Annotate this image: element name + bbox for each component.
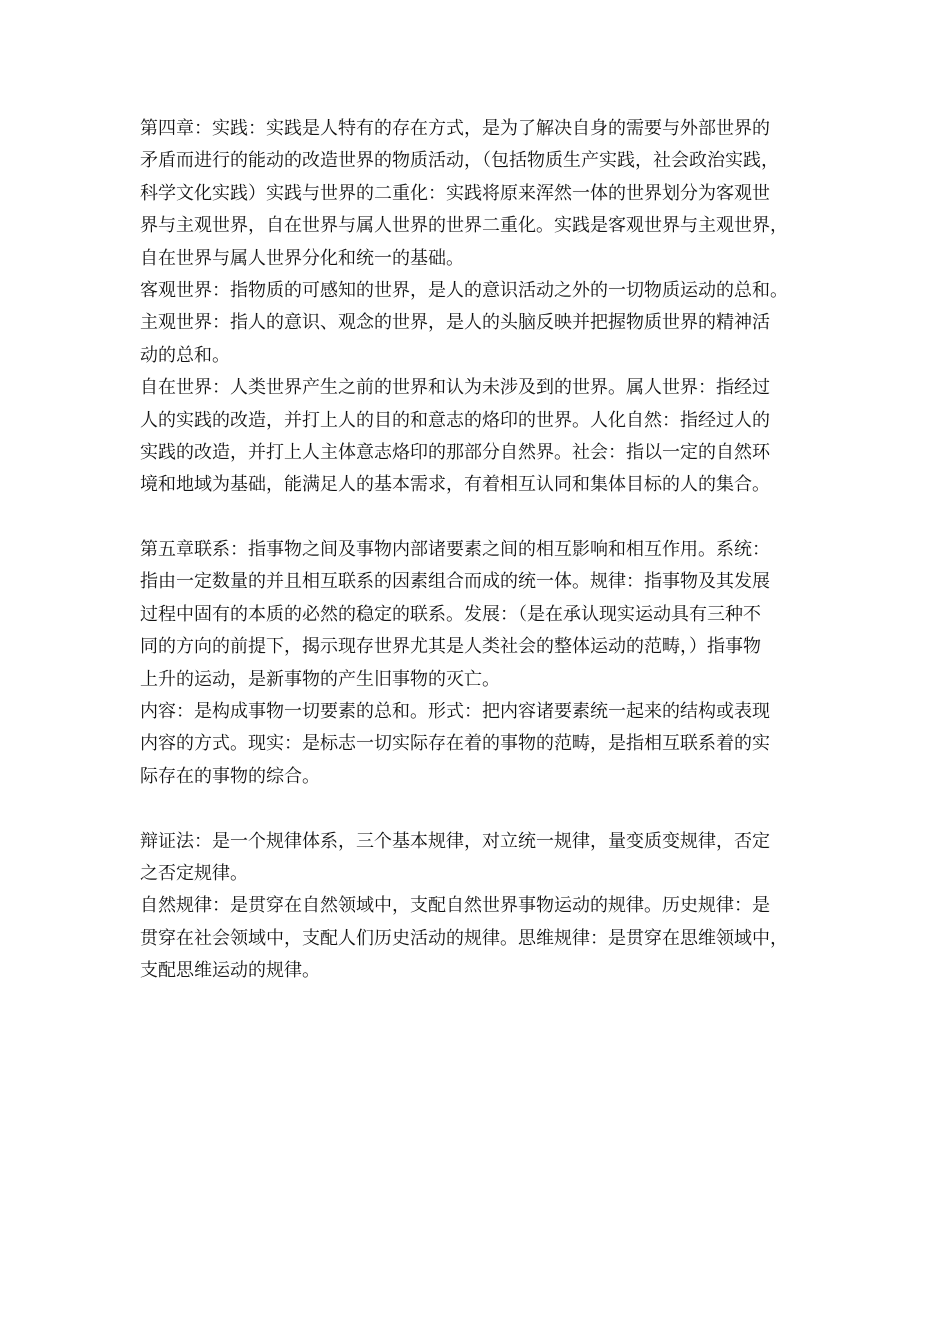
- paragraph-laws: [140, 890, 820, 987]
- text-line: 上升的运动，是新事物的产生旧事物的灭亡。: [140, 668, 500, 690]
- paragraph-dialectics: [140, 826, 820, 891]
- text-line: 支配思维运动的规律。: [140, 960, 320, 982]
- text-line: 过程中固有的本质的必然的稳定的联系。发展：（是在承认现实运动具有三种不: [140, 603, 761, 625]
- text-line: 人的实践的改造，并打上人的目的和意志的烙印的世界。人化自然：指经过人的: [140, 409, 770, 431]
- blank-line: [140, 793, 820, 825]
- text-line: 主观世界：指人的意识、观念的世界，是人的头脑反映并把握物质世界的精神活: [140, 312, 770, 334]
- paragraph-content-form: [140, 696, 820, 793]
- text-line: 自然规律：是贯穿在自然领域中，支配自然世界事物运动的规律。历史规律：是: [140, 895, 770, 917]
- text-line: 内容的方式。现实：是标志一切实际存在着的事物的范畴，是指相互联系着的实: [140, 733, 770, 755]
- text-line: 第五章联系：指事物之间及事物内部诸要素之间的相互影响和相互作用。系统：: [140, 539, 770, 561]
- text-line: 内容：是构成事物一切要素的总和。形式：把内容诸要素统一起来的结构或表现: [140, 701, 770, 723]
- text-line: 客观世界：指物质的可感知的世界，是人的意识活动之外的一切物质运动的总和。: [140, 279, 788, 301]
- text-line: 动的总和。: [140, 344, 230, 366]
- text-line: 境和地域为基础，能满足人的基本需求，有着相互认同和集体目标的人的集合。: [140, 474, 770, 496]
- paragraph-objective-world: [140, 275, 820, 307]
- text-line: 自在世界与属人世界分化和统一的基础。: [140, 247, 464, 269]
- paragraph-subjective-world: [140, 307, 820, 372]
- text-line: 际存在的事物的综合。: [140, 765, 320, 787]
- document-body: [140, 113, 820, 988]
- text-line: 界与主观世界，自在世界与属人世界的世界二重化。实践是客观世界与主观世界，: [140, 215, 788, 237]
- text-line: 贯穿在社会领域中，支配人们历史活动的规律。思维规律：是贯穿在思维领域中，: [140, 927, 788, 949]
- text-line: 之否定规律。: [140, 862, 248, 884]
- paragraph-natural-world: [140, 372, 820, 502]
- paragraph-connection: [140, 534, 820, 696]
- text-line: 科学文化实践）实践与世界的二重化：实践将原来浑然一体的世界划分为客观世: [140, 182, 770, 204]
- text-line: 自在世界：人类世界产生之前的世界和认为未涉及到的世界。属人世界：指经过: [140, 377, 770, 399]
- blank-line: [140, 502, 820, 534]
- text-line: 矛盾而进行的能动的改造世界的物质活动，（包括物质生产实践，社会政治实践，: [140, 150, 779, 172]
- text-line: 辩证法：是一个规律体系，三个基本规律，对立统一规律，量变质变规律，否定: [140, 830, 770, 852]
- text-line: 第四章：实践：实践是人特有的存在方式，是为了解决自身的需要与外部世界的: [140, 118, 770, 139]
- text-line: 同的方向的前提下，揭示现存世界尤其是人类社会的整体运动的范畴，）指事物: [140, 636, 761, 658]
- text-line: 实践的改造，并打上人主体意志烙印的那部分自然界。社会：指以一定的自然环: [140, 441, 770, 463]
- paragraph-practice: [140, 113, 820, 275]
- text-line: 指由一定数量的并且相互联系的因素组合而成的统一体。规律：指事物及其发展: [140, 571, 770, 593]
